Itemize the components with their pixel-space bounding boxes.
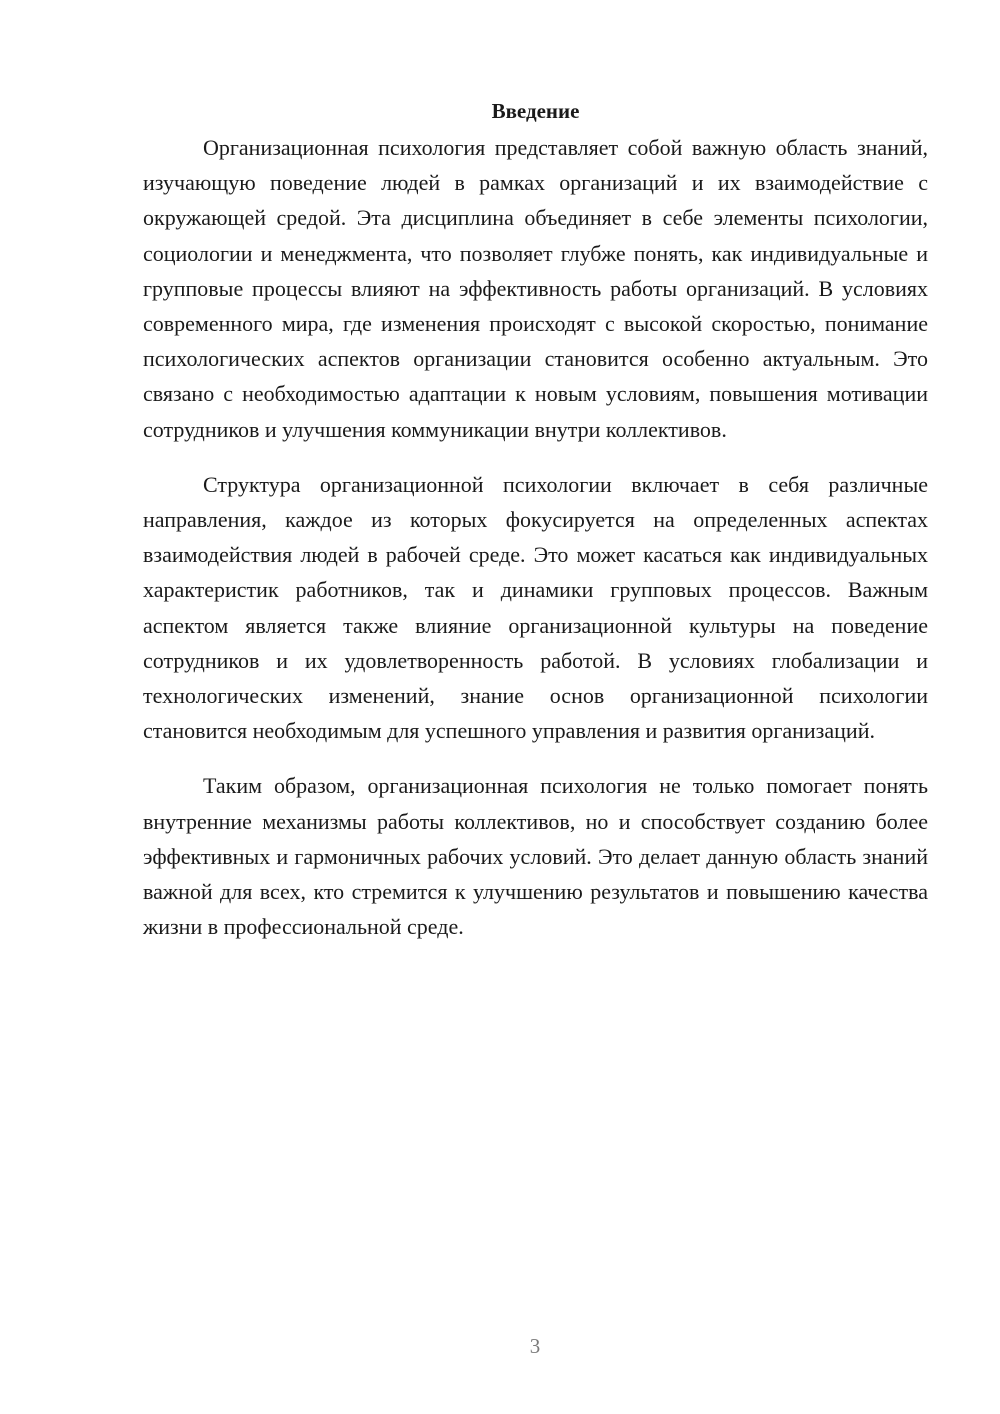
paragraph-2: Структура организационной психологии включает в себя различные направления, каждое из которых фокусируется на определенных аспектах взаимодействия людей в рабочей среде. Это может касаться как индивидуальных характеристик работников, так и динамики групповых процессов. Важным аспектом является также влияние организационной культуры на поведение сотрудников и их удовлетворенность работой. В условиях глобализации и технологических изменений, знание основ организационной психологии становится необходимым для успешного управления и развития организаций. bbox=[143, 471, 928, 744]
page-content bbox=[143, 96, 928, 944]
paragraph-3: Таким образом, организационная психология не только помогает понять внутренние механизмы работы коллективов, но и способствует созданию более эффективных и гармоничных рабочих условий. Это делает данную область знаний важной для всех, кто стремится к улучшению результатов и повышению качества жизни в профессиональной среде. bbox=[143, 773, 928, 940]
page-number: 3 bbox=[529, 1334, 541, 1358]
section-title: Введение bbox=[491, 99, 580, 123]
paragraph-1: Организационная психология представляет собой важную область знаний, изучающую поведение людей в рамках организаций и их взаимодействие с окружающей средой. Эта дисциплина объединяет в себе элементы психологии, социологии и менеджмента, что позволяет глубже понять, как индивидуальные и групповые процессы влияют на эффективность работы организаций. В условиях современного мира, где изменения происходят с высокой скоростью, понимание психологических аспектов организации становится особенно актуальным. Это связано с необходимостью адаптации к новым условиям, повышения мотивации сотрудников и улучшения коммуникации внутри коллективов. bbox=[143, 135, 928, 442]
